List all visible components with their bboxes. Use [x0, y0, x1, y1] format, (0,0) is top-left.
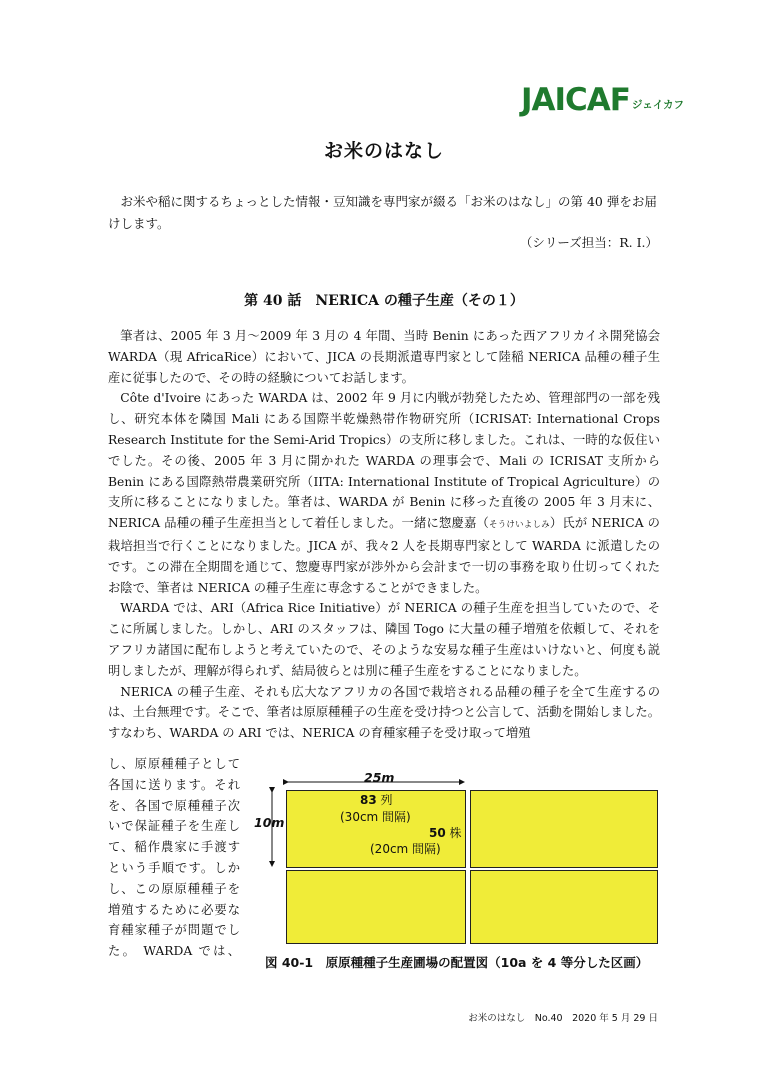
field-layout-figure — [254, 760, 664, 970]
width-label: 25m — [364, 770, 395, 785]
figure-caption: 図 40-1 原原種種子生産圃場の配置図（10a を 4 等分した区画） — [265, 955, 649, 970]
plot-top-right — [470, 790, 658, 868]
plot-bottom-left — [286, 870, 466, 944]
series-title: お米のはなし — [323, 140, 444, 162]
paragraph-3: WARDA では、ARI（Africa Rice Initiative）が NERICA の種子生産を担当していたので、そこに所属しました。しかし、ARI のスタッフは、隣国 Togo に大量の種子増殖を依頼して、それをアフリカ諸国に配布しようと考えていたので、そのような安易な種子生産はいけないと、何度も説明しましたが、理解が得られず、結局彼らとは別に種子生産をすることになりました。 — [108, 601, 660, 678]
paragraph-1: 筆者は、2005 年 3 月～2009 年 3 月の 4 年間、当時 Benin にあった西アフリカイネ開発協会 WARDA（現 AfricaRice）において、JICA の長期派遣専門家として陸稲 NERICA 品種の種子生産に従事したので、その時の経験についてお話します。 — [108, 329, 660, 385]
series-editor: （シリーズ担当：R. I.） — [519, 235, 658, 250]
paragraph-2 — [108, 388, 660, 598]
plants-value: 50 — [429, 826, 446, 840]
wrapped-text: し、原原種種子として各国に送ります。それを、各国で原種種子次いで保証種子を生産して、稲作農家に手渡すという手順です。しかし、この原原種種子を増殖するために必要な育種家種子が問題でした。 WARDA では、 — [108, 757, 240, 959]
logo-sub-text: ジェイカフ — [631, 99, 684, 111]
height-label: 10m — [254, 815, 285, 830]
plot-bottom-right — [470, 870, 658, 944]
jaicaf-logo — [521, 84, 684, 116]
paragraph-2-part-b: ）氏が NERICA の栽培担当で行くことになりました。JICA が、我々2 人を長期専門家として WARDA に派遣したのです。この滞在全期間を通じて、惣慶専門家が渉外から会計まで一切の事務を取り仕切ってくれたお陰で、筆者は NERICA の種子生産に専念することができました。 — [108, 516, 660, 595]
logo-main-text: JAICAF — [521, 82, 630, 118]
plants-spacing: (20cm 間隔) — [370, 842, 441, 856]
paragraph-2-part-a: Côte d'Ivoire にあった WARDA は、2002 年 9 月に内戦が勃発したため、管理部門の一部を残し、研究本体を隣国 Mali にある国際半乾燥熱帯作物研究所（ICRISAT: International Crops Research Institute for the Semi-Arid Tropics）の支所に移しました。これは、一時的な仮住いでした。その後、2005 年 3 月に開かれた WARDA の理事会で、Mali の ICRISAT 支所から Benin にある国際熱帯農業研究所（IITA: International Institute of Tropical Agriculture）の支所に移ることになりました。筆者は、WARDA が Benin に移った直後の 2005 年 3 月末に、NERICA 品種の種子生産担当として着任しました。一緒に惣慶嘉（ — [108, 391, 660, 531]
intro-text: お米や稲に関するちょっとした情報・豆知識を専門家が綴る「お米のはなし」の第 40 弾をお届けします。 — [108, 194, 657, 231]
rows-label — [360, 791, 393, 808]
plants-unit: 株 — [449, 826, 462, 840]
article-title: 第 40 話 NERICA の種子生産（その１） — [244, 293, 524, 309]
paragraph-4: NERICA の種子生産、それも広大なアフリカの各国で栽培される品種の種子を全て生産するのは、土台無理です。そこで、筆者は原原種種子の生産を受け持つと公言して、活動を開始しました。すなわち、WARDA の ARI では、NERICA の育種家種子を受け取って増殖 — [108, 684, 660, 741]
plants-label — [429, 824, 462, 841]
page-footer: お米のはなし No.40 2020 年 5 月 29 日 — [468, 1013, 658, 1024]
rows-spacing: (30cm 間隔) — [340, 810, 411, 824]
rows-value: 83 — [360, 793, 377, 807]
name-reading: そうけいよしみ — [489, 520, 550, 531]
rows-unit: 列 — [380, 793, 393, 807]
article-body — [108, 326, 660, 744]
